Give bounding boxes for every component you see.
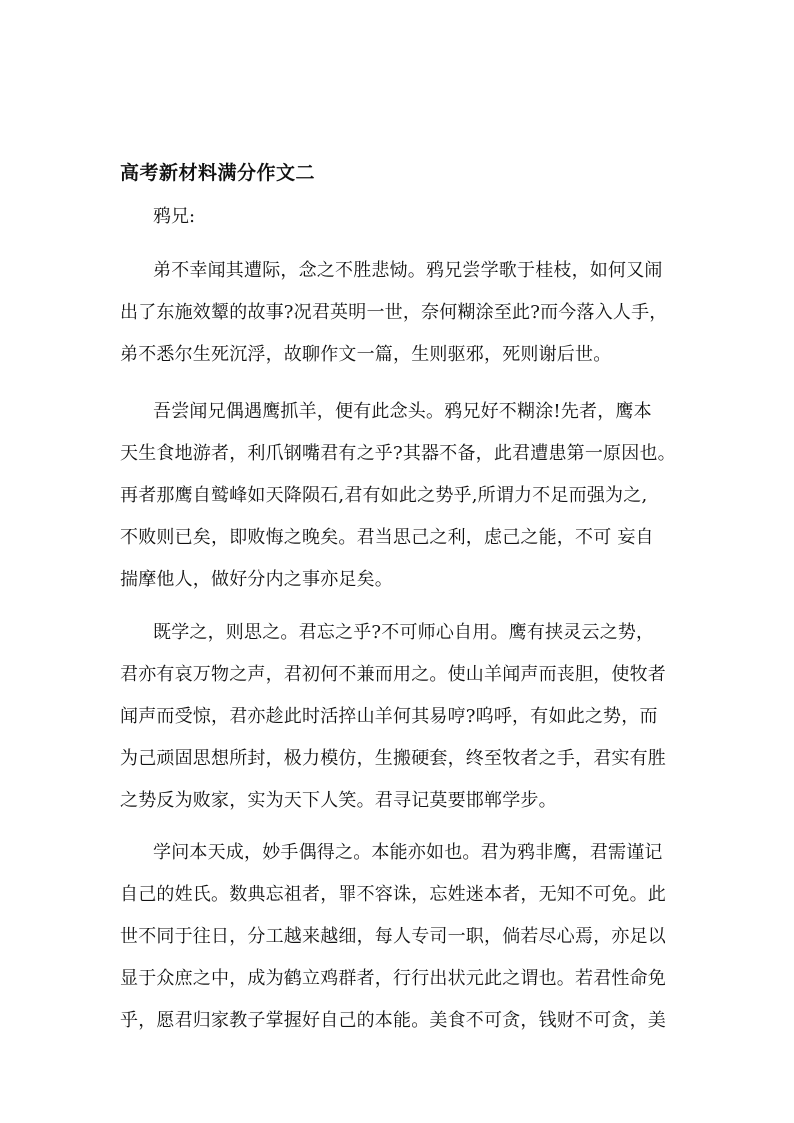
document-title: 高考新材料满分作文二 bbox=[120, 162, 316, 184]
paragraph-2-line-2: 天生食地游者，利爪钢嘴君有之乎?其器不备，此君遭患第一原因也。 bbox=[120, 443, 676, 464]
paragraph-3-line-2: 君亦有哀万物之声，君初何不兼而用之。使山羊闻声而丧胆，使牧者 bbox=[120, 664, 666, 685]
paragraph-1-line-1: 弟不幸闻其遭际，念之不胜悲恸。鸦兄尝学歌于桂枝，如何又闹 bbox=[153, 260, 663, 281]
paragraph-1-line-2: 出了东施效颦的故事?况君英明一世，奈何糊涂至此?而今落入人手， bbox=[120, 302, 668, 323]
paragraph-2-line-3: 再者那鹰自鹫峰如天降陨石,君有如此之势乎,所谓力不足而强为之, bbox=[120, 485, 648, 506]
paragraph-4-line-4: 显于众庶之中，成为鹤立鸡群者，行行出状元此之谓也。若君性命免 bbox=[120, 968, 666, 989]
paragraph-3-line-1: 既学之，则思之。君忘之乎?不可师心自用。鹰有挟灵云之势， bbox=[153, 622, 655, 643]
paragraph-3-line-5: 之势反为败家，实为天下人笑。君寻记莫要邯郸学步。 bbox=[120, 790, 557, 811]
paragraph-3-line-3: 闻声而受惊，君亦趁此时活捽山羊何其易哼?呜呼，有如此之势，而 bbox=[120, 706, 658, 727]
paragraph-1-line-3: 弟不悉尔生死沉浮，故聊作文一篇，生则驱邪，死则谢后世。 bbox=[120, 344, 612, 365]
paragraph-4-line-5: 乎，愿君归家教子掌握好自己的本能。美食不可贪，钱财不可贪，美 bbox=[120, 1010, 666, 1031]
paragraph-2-line-1: 吾尝闻兄偶遇鹰抓羊，便有此念头。鸦兄好不糊涂!先者，鹰本 bbox=[153, 401, 652, 422]
paragraph-2-line-4: 不败则已矣，即败悔之晚矣。君当思己之利，虑己之能，不可 妄自 bbox=[120, 527, 654, 548]
paragraph-3-line-4: 为己顽固思想所封，极力模仿，生搬硬套，终至牧者之手，君实有胜 bbox=[120, 748, 666, 769]
letter-greeting: 鸦兄: bbox=[153, 206, 196, 227]
paragraph-2-line-5: 揣摩他人，做好分内之事亦足矣。 bbox=[120, 569, 393, 590]
paragraph-4-line-2: 自己的姓氏。数典忘祖者，罪不容诛，忘姓迷本者，无知不可免。此 bbox=[120, 884, 666, 905]
paragraph-4-line-1: 学问本天成，妙手偶得之。本能亦如也。君为鸦非鹰，君需谨记 bbox=[153, 842, 663, 863]
paragraph-4-line-3: 世不同于往日，分工越来越细，每人专司一职，倘若尽心焉，亦足以 bbox=[120, 926, 666, 947]
